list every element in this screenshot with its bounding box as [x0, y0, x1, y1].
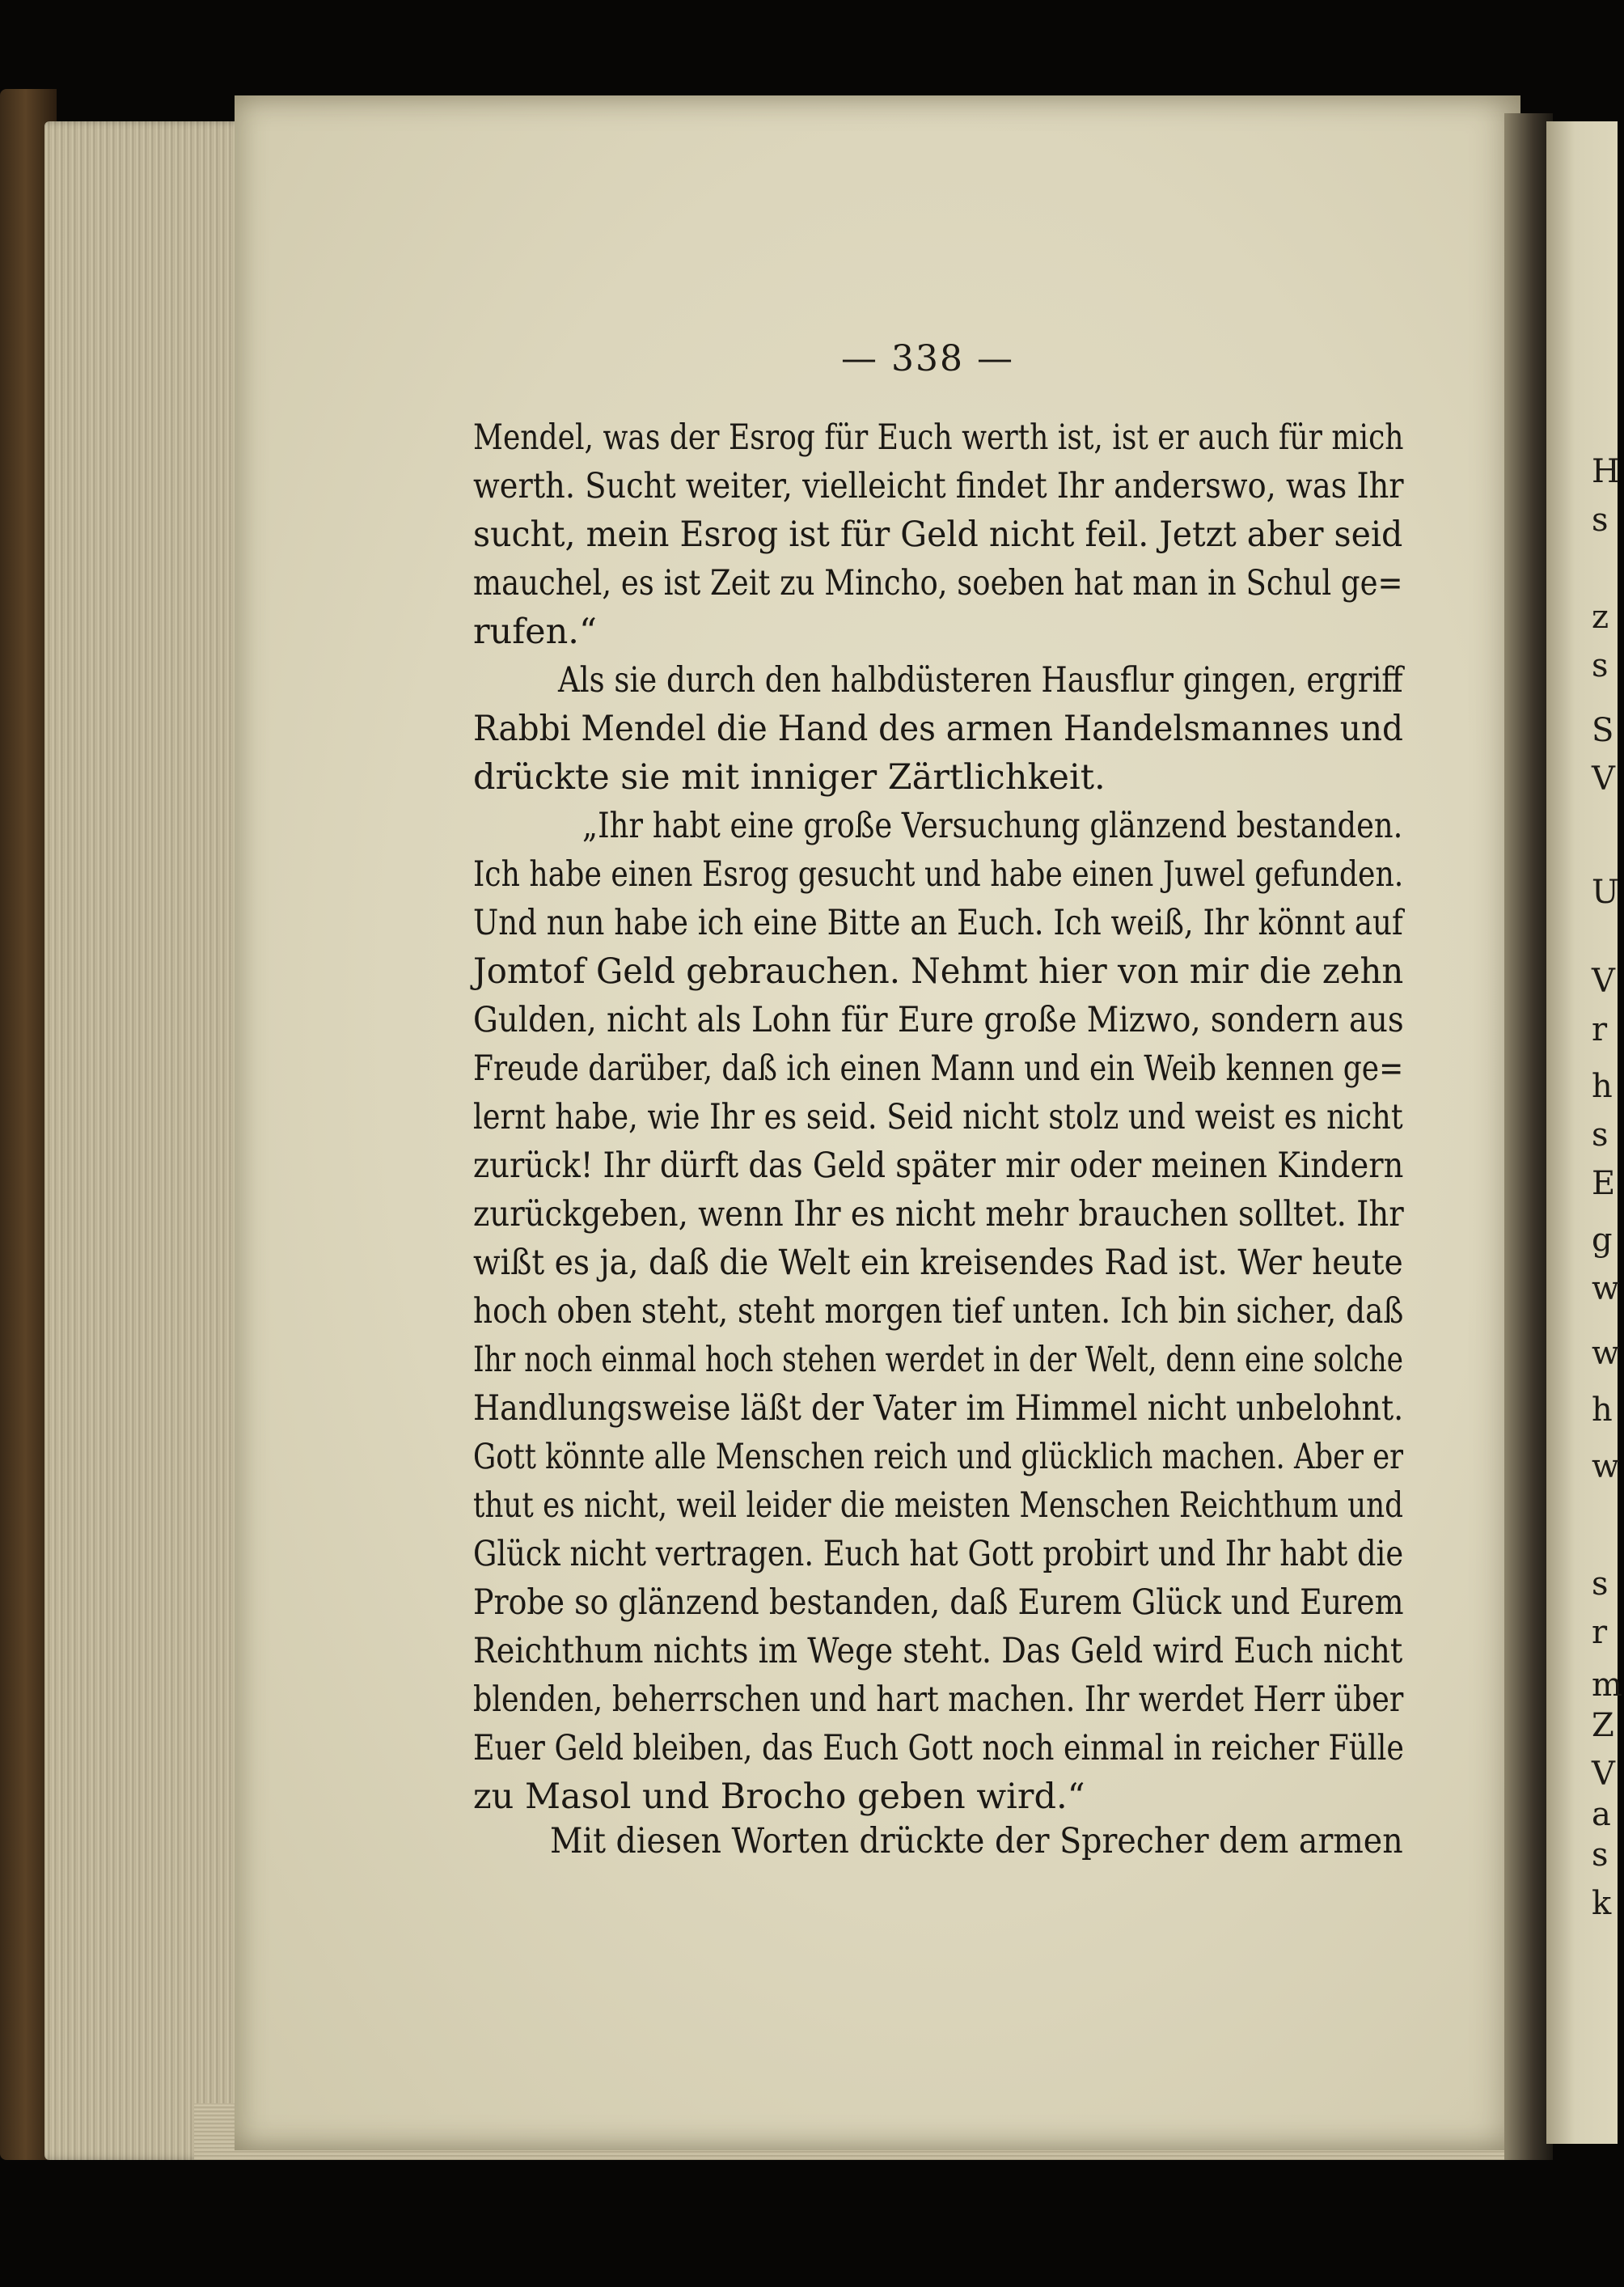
facing-page-fragment: s — [1592, 647, 1609, 684]
page-stack-edge — [44, 121, 247, 2160]
text-line: Gott könnte alle Menschen reich und glücklich machen. Aber er — [473, 1437, 1404, 1477]
text-line: wißt es ja, daß die Welt ein kreisendes Rad ist. Wer heute — [473, 1243, 1403, 1283]
facing-page-fragment: g — [1592, 1222, 1613, 1259]
text-line: Gulden, nicht als Lohn für Eure große Mizwo, sondern aus — [473, 1000, 1404, 1040]
text-line: Glück nicht vertragen. Euch hat Gott probirt und Ihr habt die — [473, 1534, 1404, 1574]
facing-page-fragment: Z — [1592, 1707, 1614, 1744]
text-line: „Ihr habt eine große Versuchung glänzend bestanden. — [582, 806, 1403, 846]
text-line: Handlungsweise läßt der Vater im Himmel nicht unbelohnt. — [473, 1388, 1404, 1429]
facing-page-fragment: U — [1592, 874, 1619, 911]
text-line: Und nun habe ich eine Bitte an Euch. Ich weiß, Ihr könnt auf — [473, 903, 1403, 943]
facing-page-fragment: s — [1592, 1116, 1609, 1154]
facing-page-fragment: s — [1592, 1565, 1609, 1603]
facing-page-fragment: H — [1592, 453, 1620, 490]
text-line: sucht, mein Esrog ist für Geld nicht feil. Jetzt aber seid — [473, 515, 1403, 555]
text-line: Als sie durch den halbdüsteren Hausflur gingen, ergriff — [558, 660, 1403, 701]
facing-page-fragment: r — [1592, 1614, 1608, 1651]
facing-page-fragment: k — [1592, 1885, 1612, 1922]
facing-page-fragment: V — [1592, 1755, 1615, 1793]
text-line: drückte sie mit inniger Zärtlichkeit. — [473, 757, 1106, 798]
text-line: lernt habe, wie Ihr es seid. Seid nicht stolz und weist es nicht — [473, 1097, 1403, 1137]
text-line: werth. Sucht weiter, vielleicht findet Ihr anderswo, was Ihr — [473, 466, 1404, 506]
facing-page-fragment: V — [1592, 963, 1615, 1000]
facing-page-fragment: V — [1592, 760, 1615, 798]
page-number: — 338 — — [841, 338, 1014, 379]
facing-page-fragment: r — [1592, 1011, 1608, 1048]
text-line: zurück! Ihr dürft das Geld später mir oder meinen Kindern — [473, 1146, 1404, 1186]
text-line: Freude darüber, daß ich einen Mann und ein Weib kennen ge= — [473, 1048, 1404, 1089]
text-line: Mendel, was der Esrog für Euch werth ist, ist er auch für mich — [473, 417, 1404, 458]
text-line: mauchel, es ist Zeit zu Mincho, soeben hat man in Schul ge= — [473, 563, 1403, 604]
facing-page-fragment: a — [1592, 1796, 1611, 1833]
facing-page-fragment: h — [1592, 1068, 1613, 1105]
facing-page-fragment: h — [1592, 1391, 1613, 1429]
text-line: thut es nicht, weil leider die meisten Menschen Reichthum und — [473, 1485, 1404, 1526]
text-line: Mit diesen Worten drückte der Sprecher dem armen — [550, 1821, 1403, 1861]
facing-page-fragment: s — [1592, 502, 1609, 539]
book-gutter — [1504, 113, 1553, 2160]
text-line: Probe so glänzend bestanden, daß Eurem Glück und Eurem — [473, 1582, 1404, 1623]
text-line: Ich habe einen Esrog gesucht und habe einen Juwel gefunden. — [473, 854, 1404, 895]
text-line: Rabbi Mendel die Hand des armen Handelsmannes und — [473, 709, 1403, 749]
text-line: Euer Geld bleiben, das Euch Gott noch einmal in reicher Fülle — [473, 1728, 1404, 1768]
facing-page-fragment: S — [1592, 712, 1614, 749]
text-line: rufen.“ — [473, 612, 597, 652]
facing-page-fragment: w — [1592, 1448, 1620, 1485]
text-line: Ihr noch einmal hoch stehen werdet in der Welt, denn eine solche — [473, 1340, 1403, 1380]
text-line: zu Masol und Brocho geben wird.“ — [473, 1777, 1085, 1817]
text-line: hoch oben steht, steht morgen tief unten. Ich bin sicher, daß — [473, 1291, 1404, 1332]
facing-page-fragment: s — [1592, 1836, 1609, 1874]
facing-page-fragment: z — [1592, 599, 1609, 636]
text-line: zurückgeben, wenn Ihr es nicht mehr brauchen solltet. Ihr — [473, 1194, 1404, 1235]
text-line: Reichthum nichts im Wege steht. Das Geld wird Euch nicht — [473, 1631, 1403, 1671]
facing-page-fragment: E — [1592, 1165, 1616, 1202]
facing-page-fragment: w — [1592, 1270, 1620, 1307]
facing-page-fragment: w — [1592, 1335, 1620, 1372]
text-line: blenden, beherrschen und hart machen. Ihr werdet Herr über — [473, 1679, 1404, 1720]
facing-page-fragment: m — [1592, 1667, 1622, 1704]
text-line: Jomtof Geld gebrauchen. Nehmt hier von mir die zehn — [473, 951, 1404, 992]
